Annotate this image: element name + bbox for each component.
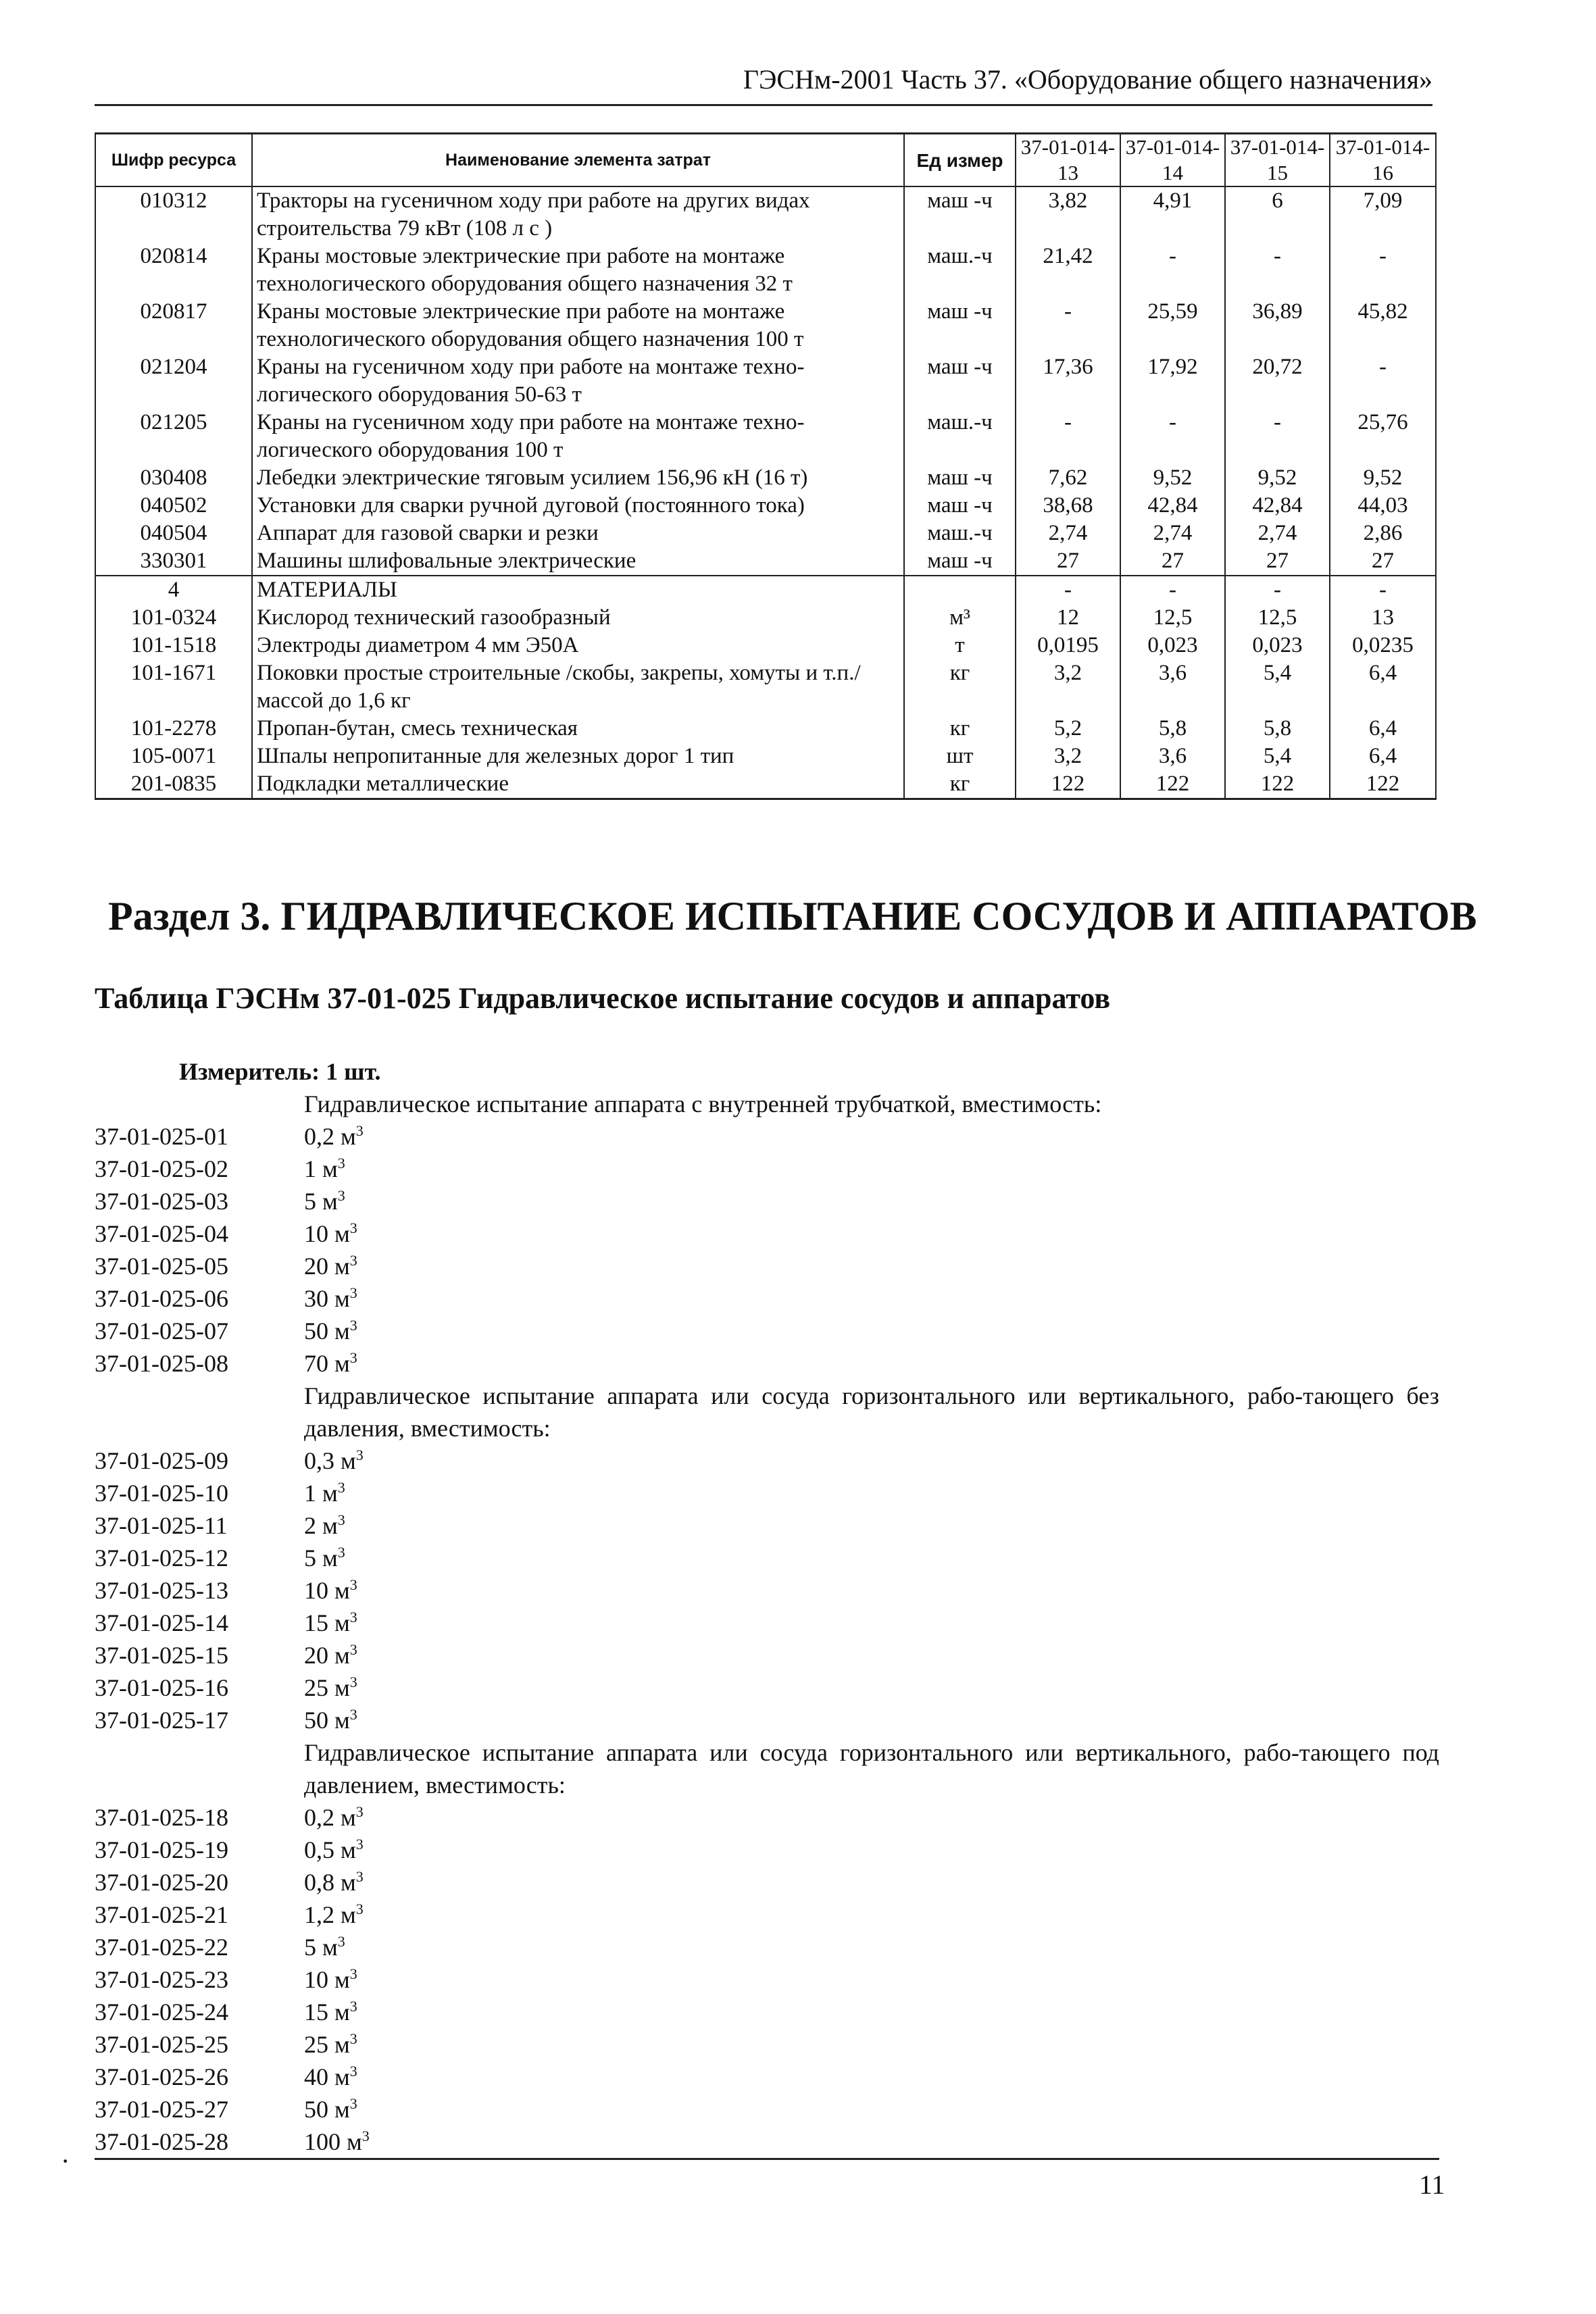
spec-capacity-text: 10 м xyxy=(304,1966,350,1993)
cubic-superscript: 3 xyxy=(349,1641,357,1658)
table-row xyxy=(95,409,1436,464)
group-title: Гидравлическое испытание аппарата или сосуда горизонтального или вертикального, рабо-тающего под давлением, вместимость: xyxy=(304,1739,1439,1799)
cell-code: 101-1671 xyxy=(95,659,252,715)
table-row xyxy=(95,547,1436,576)
spec-code: 37-01-025-23 xyxy=(95,1966,228,1993)
cubic-superscript: 3 xyxy=(355,1803,364,1820)
spec-item xyxy=(95,1185,1439,1217)
spec-capacity-text: 0,3 м xyxy=(304,1447,356,1474)
page-header: ГЭСНм-2001 Часть 37. «Оборудование общего назначения» xyxy=(95,62,1432,106)
spec-item xyxy=(95,1250,1439,1282)
cell-code: 030408 xyxy=(95,464,252,492)
cell-value: 0,0195 xyxy=(1016,632,1120,659)
spec-code: 37-01-025-07 xyxy=(95,1317,228,1344)
cell-value: 5,2 xyxy=(1016,715,1120,743)
spec-capacity xyxy=(304,1542,345,1574)
cell-name: Краны мостовые электрические при работе на монтаже технологического оборудования общего назначения 100 т xyxy=(252,298,904,353)
spec-code: 37-01-025-12 xyxy=(95,1544,228,1571)
cell-value: 45,82 xyxy=(1330,298,1436,353)
spec-code: 37-01-025-16 xyxy=(95,1674,228,1701)
spec-item xyxy=(95,1153,1439,1185)
cell-name: Поковки простые строительные /скобы, закрепы, хомуты и т.п./ массой до 1,6 кг xyxy=(252,659,904,715)
spec-capacity-text: 20 м xyxy=(304,1642,350,1669)
spec-code: 37-01-025-22 xyxy=(95,1934,228,1961)
spec-item xyxy=(95,1801,1439,1834)
cell-value: - xyxy=(1330,243,1436,298)
cell-value: 12,5 xyxy=(1225,604,1330,632)
cell-unit: кг xyxy=(904,659,1016,715)
cubic-superscript: 3 xyxy=(355,1122,364,1139)
spec-item xyxy=(95,1996,1439,2028)
cell-value: 12,5 xyxy=(1120,604,1225,632)
margin-dot: · xyxy=(61,2146,70,2176)
spec-code: 37-01-025-08 xyxy=(95,1350,228,1377)
cell-code: 4 xyxy=(95,576,252,604)
spec-item xyxy=(95,1477,1439,1509)
cell-value: 2,74 xyxy=(1120,520,1225,547)
spec-capacity-text: 10 м xyxy=(304,1577,350,1604)
table-row xyxy=(95,632,1436,659)
spec-code: 37-01-025-13 xyxy=(95,1577,228,1604)
cubic-superscript: 3 xyxy=(349,1965,357,1982)
cell-value: 3,6 xyxy=(1120,743,1225,770)
spec-capacity xyxy=(304,1671,357,1704)
table-header-row xyxy=(95,134,1436,187)
cubic-superscript: 3 xyxy=(349,1576,357,1593)
cell-value: 6,4 xyxy=(1330,659,1436,715)
cell-code: 020817 xyxy=(95,298,252,353)
spec-item xyxy=(95,1217,1439,1250)
cell-value: 36,89 xyxy=(1225,298,1330,353)
spec-capacity xyxy=(304,1898,364,1931)
cell-name: МАТЕРИАЛЫ xyxy=(252,576,904,604)
cell-value: 2,74 xyxy=(1016,520,1120,547)
cell-unit: т xyxy=(904,632,1016,659)
spec-item xyxy=(95,1607,1439,1639)
cell-name: Шпалы непропитанные для железных дорог 1 тип xyxy=(252,743,904,770)
cell-value: - xyxy=(1016,298,1120,353)
spec-code: 37-01-025-25 xyxy=(95,2031,228,2058)
spec-capacity-text: 0,8 м xyxy=(304,1869,356,1896)
spec-item xyxy=(95,2126,1439,2160)
spec-capacity-text: 1,2 м xyxy=(304,1901,356,1928)
spec-capacity-text: 20 м xyxy=(304,1253,350,1280)
spec-capacity-text: 50 м xyxy=(304,1707,350,1734)
spec-capacity xyxy=(304,1282,357,1315)
cell-value: 9,52 xyxy=(1225,464,1330,492)
spec-capacity xyxy=(304,1574,357,1607)
spec-code: 37-01-025-02 xyxy=(95,1155,228,1182)
spec-item xyxy=(95,1834,1439,1866)
meter-label: Измеритель: 1 шт. xyxy=(179,1058,381,1085)
spec-capacity-text: 2 м xyxy=(304,1512,338,1539)
cell-value: 38,68 xyxy=(1016,492,1120,520)
cell-value: 7,09 xyxy=(1330,186,1436,243)
spec-capacity xyxy=(304,1477,345,1509)
spec-code: 37-01-025-27 xyxy=(95,2096,228,2123)
spec-capacity-text: 15 м xyxy=(304,1609,350,1636)
spec-capacity-text: 1 м xyxy=(304,1480,338,1507)
cell-code: 105-0071 xyxy=(95,743,252,770)
cell-name: Установки для сварки ручной дуговой (постоянного тока) xyxy=(252,492,904,520)
spec-code: 37-01-025-21 xyxy=(95,1901,228,1928)
spec-capacity xyxy=(304,2061,357,2093)
cell-name: Пропан-бутан, смесь техническая xyxy=(252,715,904,743)
cubic-superscript: 3 xyxy=(355,1901,364,1917)
spec-capacity xyxy=(304,1834,364,1866)
spec-code: 37-01-025-28 xyxy=(95,2128,228,2155)
cell-code: 021205 xyxy=(95,409,252,464)
spec-capacity-text: 30 м xyxy=(304,1285,350,1312)
spec-capacity xyxy=(304,1217,357,1250)
cell-value: 6,4 xyxy=(1330,715,1436,743)
cell-value: 2,74 xyxy=(1225,520,1330,547)
cubic-superscript: 3 xyxy=(337,1511,345,1528)
spec-item xyxy=(95,1315,1439,1347)
spec-capacity-text: 25 м xyxy=(304,1674,350,1701)
spec-code: 37-01-025-24 xyxy=(95,1998,228,2026)
cell-value: 3,82 xyxy=(1016,186,1120,243)
cell-value: 122 xyxy=(1330,770,1436,799)
cell-unit: маш.-ч xyxy=(904,409,1016,464)
spec-code: 37-01-025-20 xyxy=(95,1869,228,1896)
cell-value: 0,023 xyxy=(1225,632,1330,659)
spec-item xyxy=(95,1444,1439,1477)
spec-item xyxy=(95,1509,1439,1542)
col-header-unit: Ед измер xyxy=(904,134,1016,187)
cell-name: Краны на гусеничном ходу при работе на монтаже техно-логического оборудования 100 т xyxy=(252,409,904,464)
cubic-superscript: 3 xyxy=(349,2030,357,2047)
spec-item xyxy=(95,1574,1439,1607)
spec-capacity xyxy=(304,2126,370,2158)
cell-unit: шт xyxy=(904,743,1016,770)
cell-code: 101-0324 xyxy=(95,604,252,632)
cubic-superscript: 3 xyxy=(337,1544,345,1561)
cell-value: 3,2 xyxy=(1016,743,1120,770)
cell-code: 101-2278 xyxy=(95,715,252,743)
spec-capacity xyxy=(304,1509,345,1542)
cell-code: 021204 xyxy=(95,353,252,409)
cubic-superscript: 3 xyxy=(337,1479,345,1496)
spec-item xyxy=(95,1866,1439,1898)
cell-value: - xyxy=(1120,576,1225,604)
table-row xyxy=(95,743,1436,770)
cell-unit: маш -ч xyxy=(904,298,1016,353)
cell-value: 27 xyxy=(1225,547,1330,576)
spec-item xyxy=(95,1704,1439,1736)
spec-item xyxy=(95,1639,1439,1671)
spec-capacity xyxy=(304,2028,357,2061)
cell-value: - xyxy=(1120,243,1225,298)
cell-value: 27 xyxy=(1016,547,1120,576)
cell-value: - xyxy=(1330,576,1436,604)
col-header-code: Шифр ресурса xyxy=(95,134,252,187)
table-row xyxy=(95,298,1436,353)
cubic-superscript: 3 xyxy=(337,1155,345,1172)
cubic-superscript: 3 xyxy=(349,1998,357,2015)
cell-name: Подкладки металлические xyxy=(252,770,904,799)
table-row xyxy=(95,576,1436,604)
spec-capacity-text: 0,5 м xyxy=(304,1836,356,1863)
cell-unit: кг xyxy=(904,715,1016,743)
cubic-superscript: 3 xyxy=(349,1317,357,1334)
spec-capacity xyxy=(304,1704,357,1736)
page-number: 11 xyxy=(1419,2169,1445,2200)
table-row xyxy=(95,243,1436,298)
cell-value: 4,91 xyxy=(1120,186,1225,243)
cell-value: 6 xyxy=(1225,186,1330,243)
table-row xyxy=(95,659,1436,715)
spec-item xyxy=(95,1898,1439,1931)
spec-capacity xyxy=(304,1607,357,1639)
spec-capacity xyxy=(304,1444,364,1477)
cubic-superscript: 3 xyxy=(349,1349,357,1366)
spec-capacity xyxy=(304,1866,364,1898)
spec-item xyxy=(95,2028,1439,2061)
spec-code: 37-01-025-06 xyxy=(95,1285,228,1312)
cell-value: 5,8 xyxy=(1225,715,1330,743)
spec-capacity xyxy=(304,1963,357,1996)
cubic-superscript: 3 xyxy=(349,1706,357,1723)
cell-unit: маш -ч xyxy=(904,353,1016,409)
table-row xyxy=(95,604,1436,632)
spec-code: 37-01-025-05 xyxy=(95,1253,228,1280)
spec-item xyxy=(95,1542,1439,1574)
spec-code: 37-01-025-03 xyxy=(95,1188,228,1215)
cubic-superscript: 3 xyxy=(355,1868,364,1885)
spec-capacity xyxy=(304,1639,357,1671)
cell-value: 5,8 xyxy=(1120,715,1225,743)
cell-name: Кислород технический газообразный xyxy=(252,604,904,632)
spec-capacity-text: 0,2 м xyxy=(304,1123,356,1150)
cell-value: 25,76 xyxy=(1330,409,1436,464)
col-header-name: Наименование элемента затрат xyxy=(252,134,904,187)
cell-value: 13 xyxy=(1330,604,1436,632)
spec-capacity-text: 0,2 м xyxy=(304,1804,356,1831)
cubic-superscript: 3 xyxy=(349,1609,357,1626)
spec-item xyxy=(95,2093,1439,2126)
cell-code: 040504 xyxy=(95,520,252,547)
spec-capacity xyxy=(304,1931,345,1963)
cell-value: 122 xyxy=(1016,770,1120,799)
spec-capacity-text: 100 м xyxy=(304,2128,362,2155)
cell-value: 6,4 xyxy=(1330,743,1436,770)
cell-name: Аппарат для газовой сварки и резки xyxy=(252,520,904,547)
cell-code: 330301 xyxy=(95,547,252,576)
spec-item xyxy=(95,1347,1439,1380)
cell-value: 20,72 xyxy=(1225,353,1330,409)
spec-item xyxy=(95,1282,1439,1315)
group-title: Гидравлическое испытание аппарата с внутренней трубчаткой, вместимость: xyxy=(304,1090,1102,1117)
cell-value: 122 xyxy=(1120,770,1225,799)
cell-value: 27 xyxy=(1330,547,1436,576)
spec-capacity-text: 70 м xyxy=(304,1350,350,1377)
cell-code: 040502 xyxy=(95,492,252,520)
group-title: Гидравлическое испытание аппарата или сосуда горизонтального или вертикального, рабо-тающего без давления, вместимость: xyxy=(304,1382,1439,1442)
spec-capacity-text: 25 м xyxy=(304,2031,350,2058)
cell-name: Машины шлифовальные электрические xyxy=(252,547,904,576)
spec-capacity-text: 5 м xyxy=(304,1934,338,1961)
cell-value: 0,023 xyxy=(1120,632,1225,659)
cell-name: Лебедки электрические тяговым усилием 156,96 кН (16 т) xyxy=(252,464,904,492)
spec-item xyxy=(95,1671,1439,1704)
cell-value: - xyxy=(1330,353,1436,409)
cubic-superscript: 3 xyxy=(349,1284,357,1301)
col-header-13: 37-01-014-13 xyxy=(1016,134,1120,187)
spec-capacity-text: 5 м xyxy=(304,1188,338,1215)
resource-table xyxy=(95,132,1437,800)
spec-code: 37-01-025-19 xyxy=(95,1836,228,1863)
col-header-15: 37-01-014-15 xyxy=(1225,134,1330,187)
spec-capacity-text: 5 м xyxy=(304,1544,338,1571)
spec-capacity-text: 50 м xyxy=(304,2096,350,2123)
cell-unit xyxy=(904,576,1016,604)
cell-value: 2,86 xyxy=(1330,520,1436,547)
cell-code: 201-0835 xyxy=(95,770,252,799)
cell-name: Краны на гусеничном ходу при работе на монтаже техно-логического оборудования 50-63 т xyxy=(252,353,904,409)
spec-capacity xyxy=(304,1996,357,2028)
table-row xyxy=(95,770,1436,799)
spec-code: 37-01-025-14 xyxy=(95,1609,228,1636)
spec-item xyxy=(95,1120,1439,1153)
cell-value: 25,59 xyxy=(1120,298,1225,353)
table-body xyxy=(95,186,1436,799)
cell-value: - xyxy=(1120,409,1225,464)
cubic-superscript: 3 xyxy=(337,1187,345,1204)
cell-value: 42,84 xyxy=(1120,492,1225,520)
spec-capacity-text: 10 м xyxy=(304,1220,350,1247)
cell-value: 5,4 xyxy=(1225,659,1330,715)
cell-value: 9,52 xyxy=(1120,464,1225,492)
table-row xyxy=(95,353,1436,409)
cell-value: 7,62 xyxy=(1016,464,1120,492)
cell-unit: кг xyxy=(904,770,1016,799)
spec-capacity xyxy=(304,1315,357,1347)
cell-value: 42,84 xyxy=(1225,492,1330,520)
spec-capacity xyxy=(304,1250,357,1282)
spec-code: 37-01-025-01 xyxy=(95,1123,228,1150)
cell-unit: м³ xyxy=(904,604,1016,632)
cell-unit: маш.-ч xyxy=(904,520,1016,547)
spec-item xyxy=(95,1963,1439,1996)
cell-value: 5,4 xyxy=(1225,743,1330,770)
spec-capacity-text: 40 м xyxy=(304,2063,350,2090)
cell-unit: маш -ч xyxy=(904,464,1016,492)
cell-code: 020814 xyxy=(95,243,252,298)
col-header-16: 37-01-014-16 xyxy=(1330,134,1436,187)
col-header-14: 37-01-014-14 xyxy=(1120,134,1225,187)
table-row xyxy=(95,492,1436,520)
spec-capacity xyxy=(304,1185,345,1217)
table-row xyxy=(95,464,1436,492)
spec-capacity xyxy=(304,1347,357,1380)
cell-unit: маш -ч xyxy=(904,492,1016,520)
cell-value: 12 xyxy=(1016,604,1120,632)
spec-item xyxy=(95,1931,1439,1963)
spec-capacity xyxy=(304,1801,364,1834)
cubic-superscript: 3 xyxy=(349,1252,357,1269)
cubic-superscript: 3 xyxy=(349,1219,357,1236)
cell-value: 9,52 xyxy=(1330,464,1436,492)
cell-value: - xyxy=(1016,576,1120,604)
specification-list xyxy=(95,1088,1439,2160)
cubic-superscript: 3 xyxy=(349,2095,357,2112)
spec-capacity xyxy=(304,1153,345,1185)
cell-value: 17,92 xyxy=(1120,353,1225,409)
spec-code: 37-01-025-11 xyxy=(95,1512,228,1539)
cubic-superscript: 3 xyxy=(337,1933,345,1950)
cell-value: 17,36 xyxy=(1016,353,1120,409)
cell-unit: маш -ч xyxy=(904,547,1016,576)
spec-capacity xyxy=(304,1120,364,1153)
cell-value: - xyxy=(1225,409,1330,464)
cell-value: - xyxy=(1225,576,1330,604)
cubic-superscript: 3 xyxy=(355,1836,364,1853)
cubic-superscript: 3 xyxy=(361,2128,370,2144)
cubic-superscript: 3 xyxy=(349,2063,357,2080)
spec-code: 37-01-025-09 xyxy=(95,1447,228,1474)
cell-value: 3,2 xyxy=(1016,659,1120,715)
cell-unit: маш.-ч xyxy=(904,243,1016,298)
cubic-superscript: 3 xyxy=(349,1674,357,1690)
cell-unit: маш -ч xyxy=(904,186,1016,243)
spec-code: 37-01-025-26 xyxy=(95,2063,228,2090)
spec-code: 37-01-025-17 xyxy=(95,1707,228,1734)
spec-capacity xyxy=(304,2093,357,2126)
cell-name: Тракторы на гусеничном ходу при работе на других видах строительства 79 кВт (108 л с ) xyxy=(252,186,904,243)
cell-name: Краны мостовые электрические при работе на монтаже технологического оборудования общего назначения 32 т xyxy=(252,243,904,298)
spec-code: 37-01-025-18 xyxy=(95,1804,228,1831)
cell-value: 21,42 xyxy=(1016,243,1120,298)
table-row xyxy=(95,520,1436,547)
spec-code: 37-01-025-15 xyxy=(95,1642,228,1669)
table-row xyxy=(95,715,1436,743)
cell-name: Электроды диаметром 4 мм Э50А xyxy=(252,632,904,659)
table-title: Таблица ГЭСНм 37-01-025 Гидравлическое испытание сосудов и аппаратов xyxy=(95,982,1111,1015)
cell-value: 122 xyxy=(1225,770,1330,799)
spec-capacity-text: 1 м xyxy=(304,1155,338,1182)
spec-code: 37-01-025-10 xyxy=(95,1480,228,1507)
spec-capacity-text: 15 м xyxy=(304,1998,350,2026)
cell-value: 44,03 xyxy=(1330,492,1436,520)
cell-value: 3,6 xyxy=(1120,659,1225,715)
cell-value: 27 xyxy=(1120,547,1225,576)
spec-code: 37-01-025-04 xyxy=(95,1220,228,1247)
spec-item xyxy=(95,2061,1439,2093)
spec-capacity-text: 50 м xyxy=(304,1317,350,1344)
table-row xyxy=(95,186,1436,243)
cubic-superscript: 3 xyxy=(355,1447,364,1463)
cell-value: - xyxy=(1225,243,1330,298)
cell-value: - xyxy=(1016,409,1120,464)
section-title: Раздел 3. ГИДРАВЛИЧЕСКОЕ ИСПЫТАНИЕ СОСУДОВ И АППАРАТОВ xyxy=(108,894,1477,938)
cell-value: 0,0235 xyxy=(1330,632,1436,659)
cell-code: 010312 xyxy=(95,186,252,243)
cell-code: 101-1518 xyxy=(95,632,252,659)
